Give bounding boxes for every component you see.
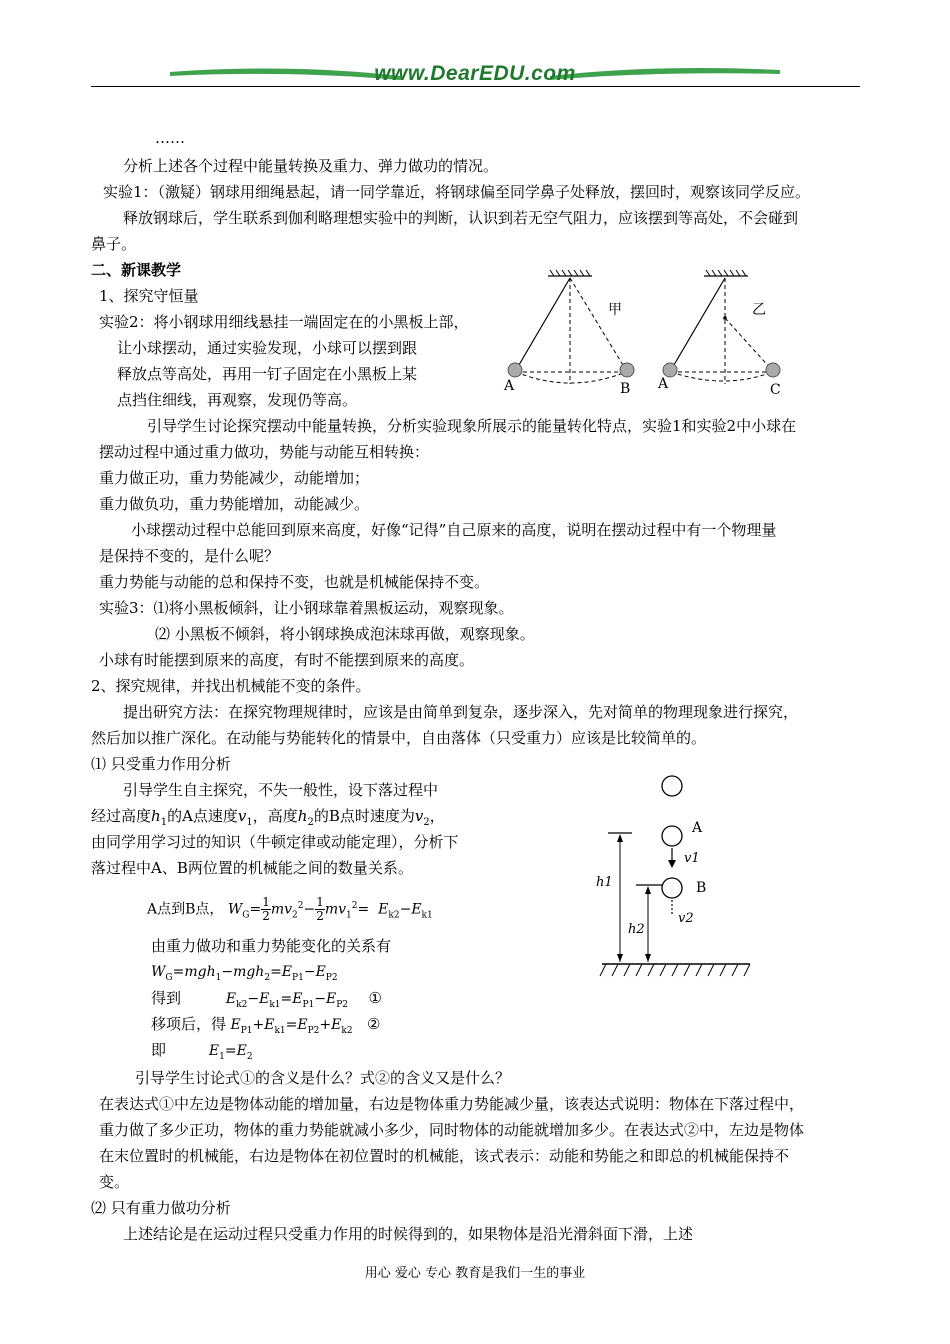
paragraph-release-2: 鼻子。 xyxy=(91,235,137,253)
ellipsis: …… xyxy=(155,129,185,147)
paragraph-discuss: 引导学生讨论式①的含义是什么？式②的含义又是什么？ xyxy=(135,1069,511,1087)
paragraph-sum-constant: 重力势能与动能的总和保持不变，也就是机械能保持不变。 xyxy=(99,573,490,591)
label-fall-v1: v1 xyxy=(684,851,700,866)
label-fall-h2: h2 xyxy=(628,922,645,937)
label-yi: 乙 xyxy=(752,302,766,318)
heading-only-gravity-work: ⑵ 只有重力做功分析 xyxy=(91,1199,231,1217)
heading-only-gravity: ⑴ 只受重力作用分析 xyxy=(91,755,231,773)
paragraph-explain-2: 重力做了多少正功，物体的重力势能就减小多少，同时物体的动能就增加多少。在表达式②中，左边是物体 xyxy=(99,1121,805,1139)
paragraph-guide-1: 引导学生讨论探究摆动中能量转换，分析实验现象所展示的能量转化特点，实验1和实验2中小球在 xyxy=(147,417,797,435)
label-a-right: A xyxy=(658,376,669,392)
header-rule xyxy=(91,86,860,87)
paragraph-experiment-3-2: ⑵ 小黑板不倾斜，将小钢球换成泡沫球再做，观察现象。 xyxy=(155,625,535,643)
paragraph-guide2-3: 由同学用学习过的知识（牛顿定律或动能定理），分析下 xyxy=(91,833,459,851)
paragraph-release-1: 释放钢球后，学生联系到伽利略理想实验中的判断，认识到若无空气阻力，应该摆到等高处，不会碰到 xyxy=(123,209,799,227)
label-fall-b: B xyxy=(696,880,707,896)
paragraph-guide2-2: 经过高度$h_1$的A点速度$v_1$，高度$h_2$的B点时速度为$v_2$， xyxy=(91,807,445,828)
pendulum-diagram xyxy=(496,266,796,400)
label-fall-v2: v2 xyxy=(678,911,694,926)
paragraph-total-2: 是保持不变的，是什么呢？ xyxy=(99,547,280,565)
label-a-left: A xyxy=(504,378,515,394)
label-fall-h1: h1 xyxy=(596,875,613,890)
paragraph-explain-3: 在末位置时的机械能，右边是物体在初位置时的机械能，该式表示：动能和势能之和即总的机械能保持不 xyxy=(99,1147,790,1165)
label-jia: 甲 xyxy=(608,302,622,318)
paragraph-sometimes: 小球有时能摆到原来的高度，有时不能摆到原来的高度。 xyxy=(99,651,475,669)
heading-explore-law: 2、探究规律，并找出机械能不变的条件。 xyxy=(91,677,371,695)
label-fall-a: A xyxy=(692,820,703,836)
equation-get: 得到 $E_{k2}-E_{k1}=E_{P1}-E_{P2}$ ① xyxy=(151,989,382,1010)
paragraph-experiment-2-line4: 点挡住细线，再观察，发现仍等高。 xyxy=(117,391,358,409)
footer-slogan: 用心 爱心 专心 教育是我们一生的事业 xyxy=(364,1266,586,1281)
paragraph-positive-work: 重力做正功，重力势能减少，动能增加； xyxy=(99,469,370,487)
paragraph-guide-2: 摆动过程中通过重力做功，势能与动能互相转换： xyxy=(99,443,430,461)
equation-a-to-b: A点到B点， $W_G=$ $\frac{1}{2}$ $mv_2^2-$ $\frac{1}{2}$ $mv_1^2= E_{k2}-E_{k1}$ xyxy=(147,895,433,924)
paragraph-experiment-2-line2: 让小球摆动，通过实验发现，小球可以摆到跟 xyxy=(117,339,418,357)
paragraph-experiment-2-line1: 实验2：将小钢球用细线悬挂一端固定在的小黑板上部， xyxy=(99,313,469,331)
paragraph-experiment-2-line3: 释放点等高处，再用一钉子固定在小黑板上某 xyxy=(117,365,418,383)
equation-relation-label: 由重力做功和重力势能变化的关系有 xyxy=(151,937,392,955)
label-b: B xyxy=(620,381,631,397)
equation-move: 移项后，得 $E_{P1}+E_{k1}=E_{P2}+E_{k2}$ ② xyxy=(151,1015,381,1036)
site-title: www.DearEDU.com xyxy=(374,62,576,85)
paragraph-negative-work: 重力做负功，重力势能增加，动能减少。 xyxy=(99,495,370,513)
paragraph-analysis: 分析上述各个过程中能量转换及重力、弹力做功的情况。 xyxy=(123,157,499,175)
free-fall-diagram xyxy=(590,770,760,985)
label-c: C xyxy=(770,382,781,398)
paragraph-method-2: 然后加以推广深化。在动能与势能转化的情景中，自由落体（只受重力）应该是比较简单的。 xyxy=(91,729,707,747)
equation-then: 即 $E_1=E_2$ xyxy=(151,1041,253,1062)
paragraph-last: 上述结论是在运动过程只受重力作用的时候得到的，如果物体是沿光滑斜面下滑，上述 xyxy=(123,1225,694,1243)
paragraph-explain-4: 变。 xyxy=(99,1173,130,1191)
paragraph-explain-1: 在表达式①中左边是物体动能的增加量，右边是物体重力势能减少量，该表达式说明：物体在下落过程中， xyxy=(99,1095,805,1113)
paragraph-method-1: 提出研究方法：在探究物理规律时，应该是由简单到复杂，逐步深入，先对简单的物理现象进行探究， xyxy=(123,703,799,721)
heading-explore-conserved: 1、探究守恒量 xyxy=(99,287,199,305)
paragraph-guide2-4: 落过程中A、B两位置的机械能之间的数量关系。 xyxy=(91,859,413,877)
paragraph-guide2-1: 引导学生自主探究，不失一般性，设下落过程中 xyxy=(123,781,439,799)
heading-new-lesson: 二、新课教学 xyxy=(91,261,182,279)
paragraph-experiment-1: 实验1：（激疑）钢球用细绳悬起，请一同学靠近，将钢球偏至同学鼻子处释放，摆回时，观察该同学反应。 xyxy=(103,183,811,201)
paragraph-experiment-3-1: 实验3：⑴将小黑板倾斜，让小钢球靠着黑板运动，观察现象。 xyxy=(99,599,514,617)
equation-work-potential: $W_G=mgh_1-mgh_2=E_{P1}-E_{P2}$ xyxy=(151,964,338,983)
paragraph-total-1: 小球摆动过程中总能回到原来高度，好像“记得”自己原来的高度，说明在摆动过程中有一个物理量 xyxy=(131,521,777,539)
